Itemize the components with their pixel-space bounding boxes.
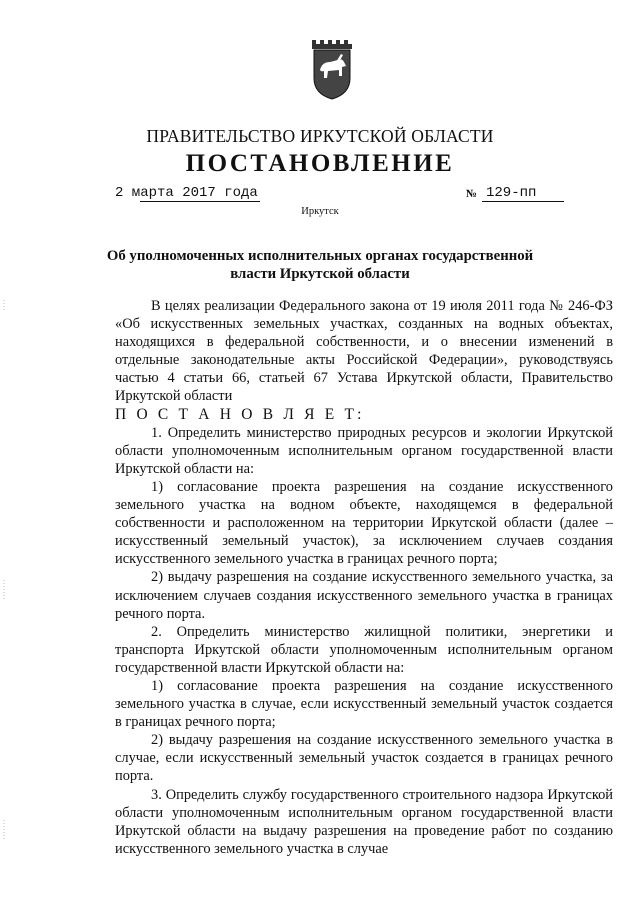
clause-1-item-2: 2) выдачу разрешения на создание искусственного земельного участка, за исключением случаев создания искусственного земельного участка в границах речного порта. (115, 569, 613, 622)
document-body (115, 297, 613, 858)
clause-2: 2. Определить министерство жилищной политики, энергетики и транспорта Иркутской области уполномоченным исполнительным органом государственной власти Иркутской области на: (115, 623, 613, 676)
clause-3: 3. Определить службу государственного строительного надзора Иркутской области уполномоченным исполнительным органом государственной власти Иркутской области на выдачу разрешения на проведение работ по созданию искусственного земельного участка в случае (115, 786, 613, 857)
decree-number: 129-пп (486, 185, 537, 201)
scan-edge-marks (2, 300, 6, 860)
clause-2-item-1: 1) согласование проекта разрешения на создание искусственного земельного участка в случае, если искусственный земельный участок создается в границах речного порта; (115, 677, 613, 731)
document-type: ПОСТАНОВЛЕНИЕ (185, 150, 455, 177)
irkutsk-coat-of-arms (312, 40, 352, 100)
clause-1: 1. Определить министерство природных ресурсов и экологии Иркутской области уполномоченным исполнительным органом государственной власти Иркутской области на: (115, 424, 613, 477)
number-underline (482, 201, 564, 202)
document-title: Об уполномоченных исполнительных органах государственной власти Иркутской области (106, 248, 534, 282)
resolves-heading: П О С Т А Н О В Л Я Е Т: (115, 405, 365, 423)
government-name: ПРАВИТЕЛЬСТВО ИРКУТСКОЙ ОБЛАСТИ (146, 126, 494, 146)
clause-2-item-2: 2) выдачу разрешения на создание искусственного земельного участка в случае, если искусственный земельный участок создается в границах речного порта. (115, 732, 613, 785)
decree-date: 2 марта 2017 года (115, 185, 258, 201)
date-underline (140, 201, 260, 202)
number-sign: № (466, 188, 478, 200)
clause-1-item-1: 1) согласование проекта разрешения на создание искусственного земельного участка на водном объекте, находящемся в федеральной собственности и расположенном на территории Иркутской области (далее – искусственный земельный участок), за исключением случаев создания искусственного земельного участка в границах речного порта; (115, 478, 613, 568)
preamble-paragraph: В целях реализации Федерального закона от 19 июля 2011 года № 246-ФЗ «Об искусственных земельных участках, созданных на водных объектах, находящихся в федеральной собственности, и о внесении изменений в отдельные законодательные акты Российской Федерации», руководствуясь частью 4 статьи 66, статьей 67 Устава Иркутской области, Правительство Иркутской области (115, 298, 613, 405)
city-name: Иркутск (301, 206, 339, 217)
